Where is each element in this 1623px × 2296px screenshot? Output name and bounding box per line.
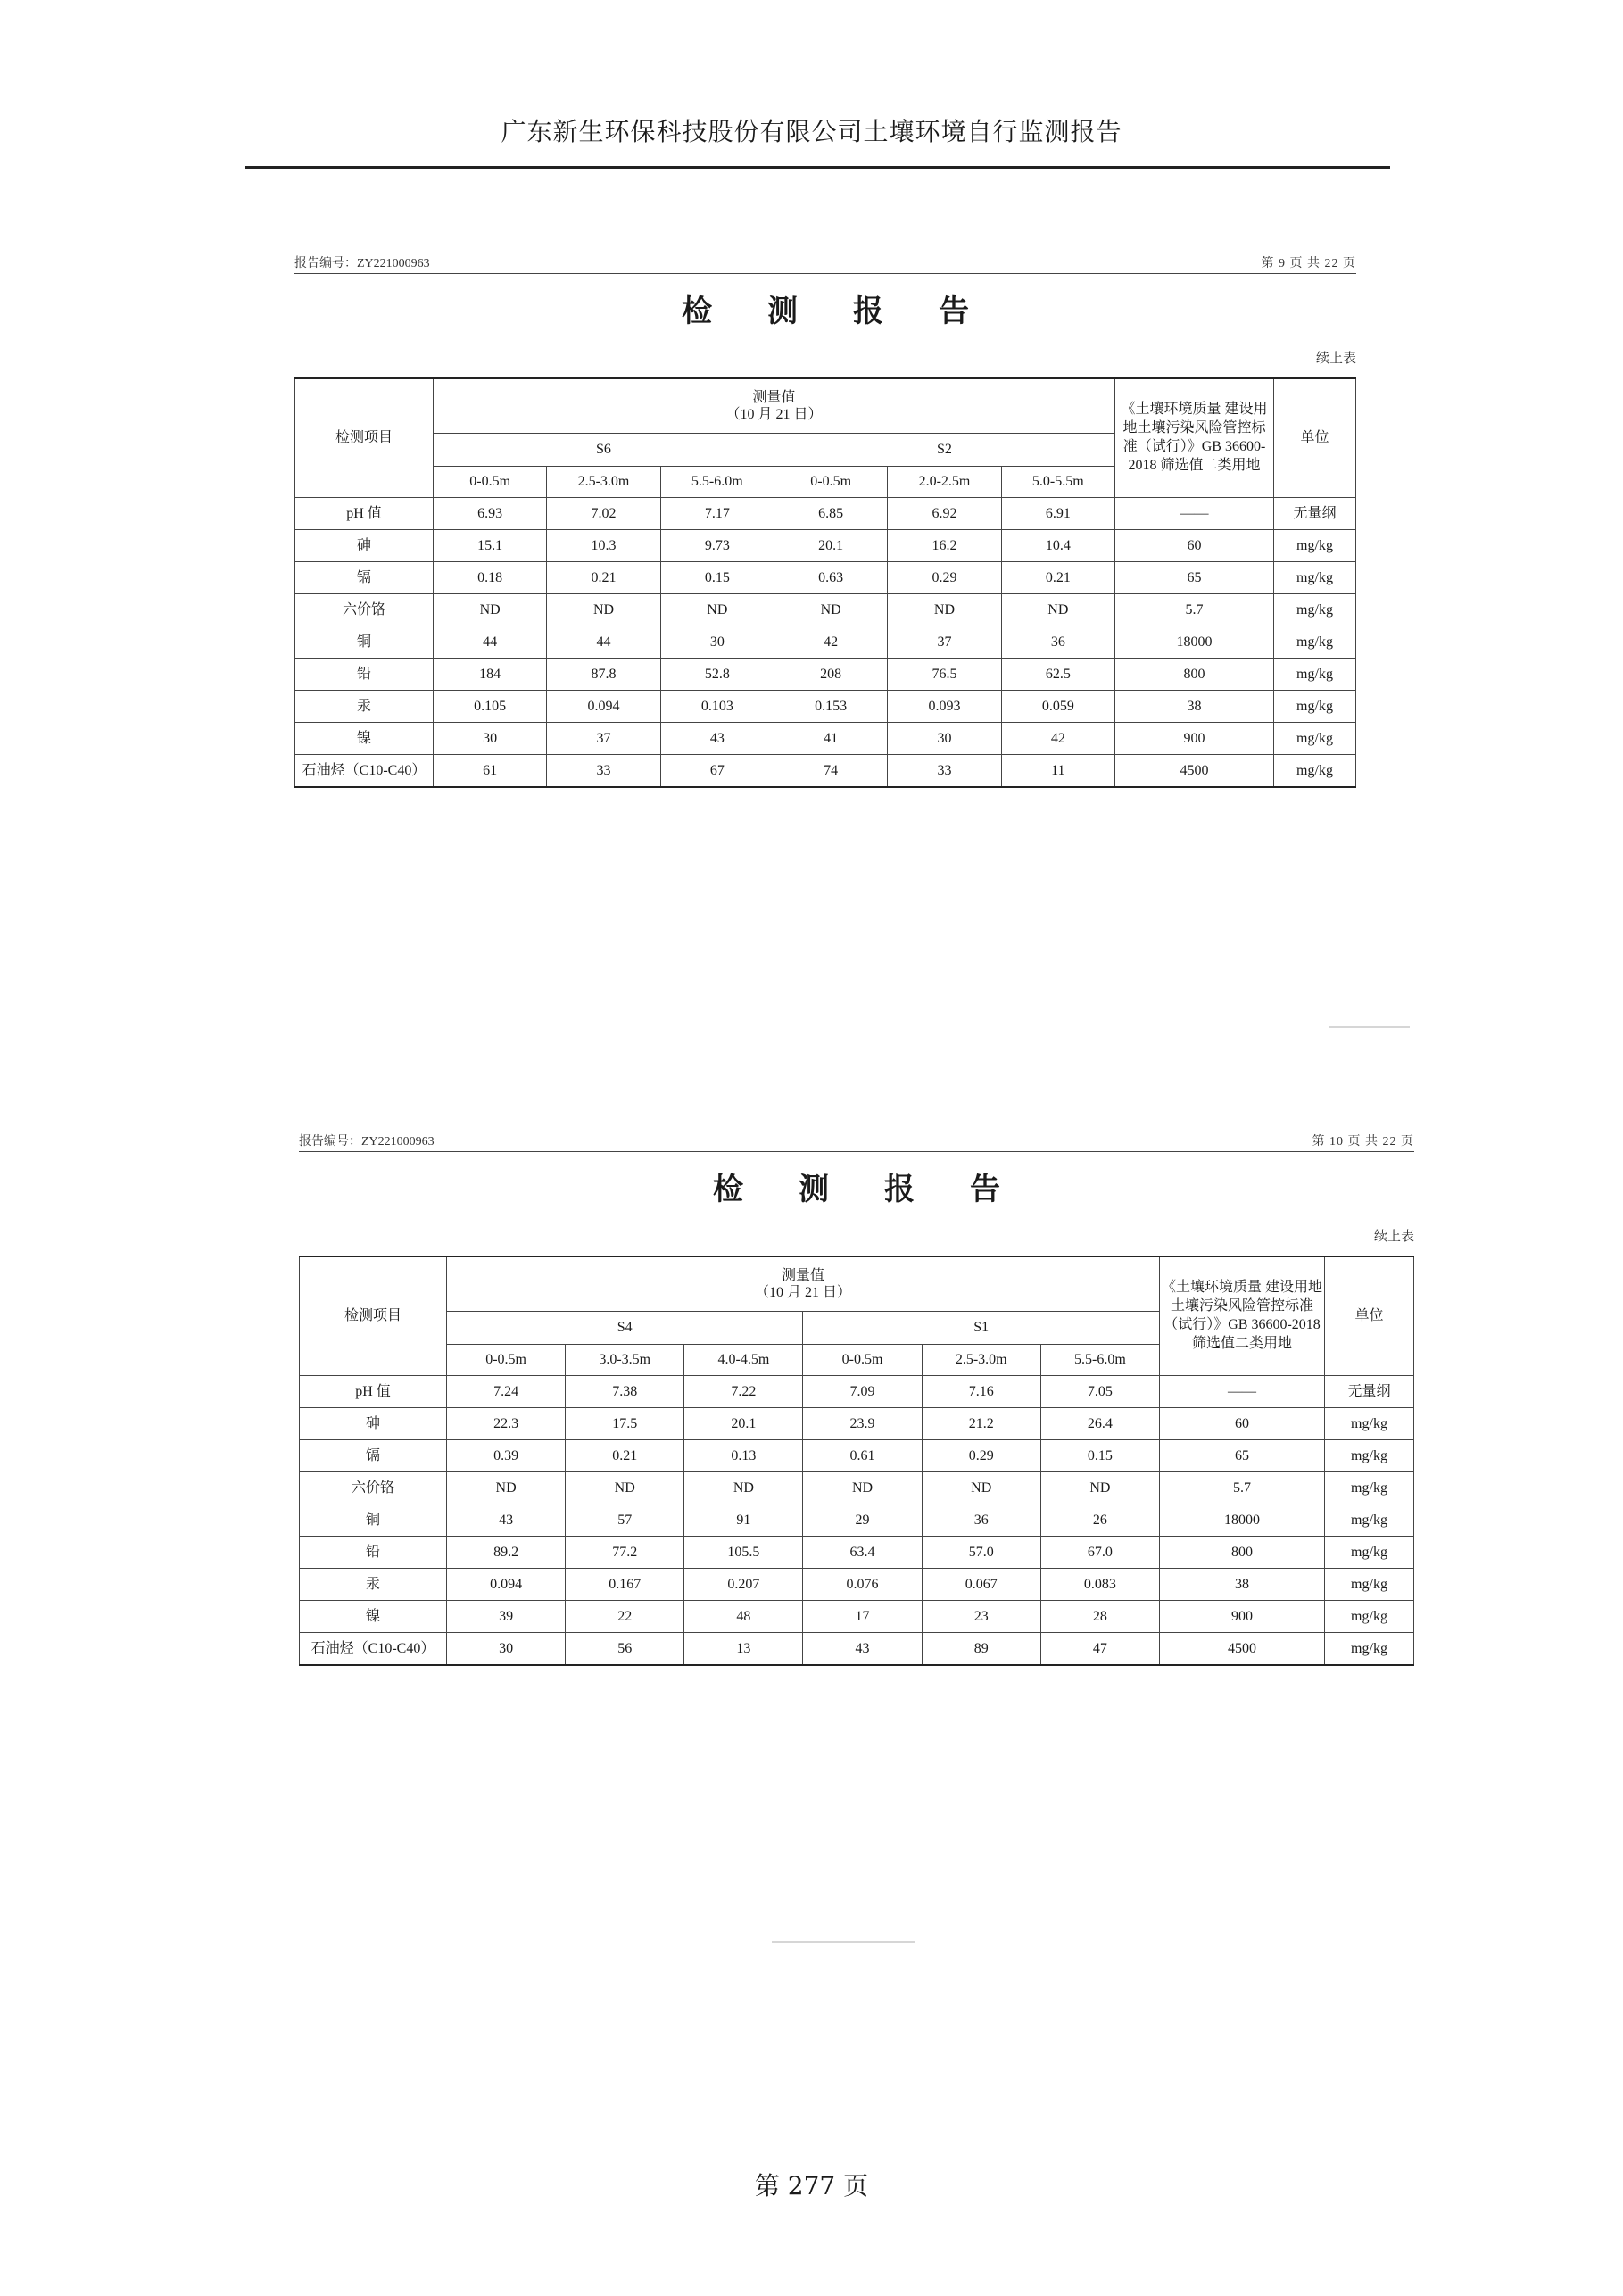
item-cell: 铜 xyxy=(295,626,434,659)
table-row xyxy=(300,1537,1414,1569)
measured-header xyxy=(434,378,1115,434)
value-cell: 10.3 xyxy=(547,530,660,562)
unit-cell: mg/kg xyxy=(1325,1633,1414,1666)
value-cell: 16.2 xyxy=(888,530,1001,562)
unit-cell: mg/kg xyxy=(1274,562,1356,594)
standard-cell: 900 xyxy=(1115,723,1274,755)
value-cell: ND xyxy=(434,594,547,626)
value-cell: 0.153 xyxy=(774,691,887,723)
value-cell: 43 xyxy=(803,1633,922,1666)
document-header: 广东新生环保科技股份有限公司土壤环境自行监测报告 xyxy=(501,117,1122,146)
unit-cell: mg/kg xyxy=(1274,723,1356,755)
depth-header: 2.5-3.0m xyxy=(922,1345,1040,1376)
value-cell: 30 xyxy=(660,626,774,659)
value-cell: 0.167 xyxy=(566,1569,684,1601)
table-row xyxy=(295,498,1356,530)
value-cell: ND xyxy=(922,1472,1040,1504)
item-cell: 汞 xyxy=(300,1569,447,1601)
value-cell: 20.1 xyxy=(774,530,887,562)
value-cell: 44 xyxy=(434,626,547,659)
header-rule xyxy=(245,166,1390,169)
continued-label: 续上表 xyxy=(1315,352,1356,366)
value-cell: 0.059 xyxy=(1001,691,1114,723)
value-cell: 33 xyxy=(888,755,1001,788)
value-cell: 0.076 xyxy=(803,1569,922,1601)
item-cell: 汞 xyxy=(295,691,434,723)
item-cell: 铜 xyxy=(300,1504,447,1537)
depth-header: 0-0.5m xyxy=(447,1345,566,1376)
value-cell: 17 xyxy=(803,1601,922,1633)
measured-label: 测量值 xyxy=(781,1267,824,1283)
standard-cell: —— xyxy=(1160,1376,1325,1408)
value-cell: 30 xyxy=(434,723,547,755)
standard-cell: 800 xyxy=(1160,1537,1325,1569)
value-cell: 41 xyxy=(774,723,887,755)
unit-cell: mg/kg xyxy=(1325,1601,1414,1633)
item-cell: 镍 xyxy=(295,723,434,755)
value-cell: 56 xyxy=(566,1633,684,1666)
standard-cell: 18000 xyxy=(1160,1504,1325,1537)
value-cell: ND xyxy=(1001,594,1114,626)
standard-cell: 38 xyxy=(1115,691,1274,723)
depth-header: 5.0-5.5m xyxy=(1001,467,1114,498)
table-row xyxy=(295,594,1356,626)
measured-date: （10 月 21 日） xyxy=(725,407,823,422)
value-cell: 0.15 xyxy=(660,562,774,594)
value-cell: 0.094 xyxy=(447,1569,566,1601)
table-row xyxy=(295,755,1356,788)
value-cell: 52.8 xyxy=(660,659,774,691)
item-cell: 石油烃（C10-C40） xyxy=(300,1633,447,1666)
value-cell: 67.0 xyxy=(1040,1537,1159,1569)
measured-header xyxy=(447,1256,1160,1312)
table-row xyxy=(300,1376,1414,1408)
value-cell: 208 xyxy=(774,659,887,691)
value-cell: 11 xyxy=(1001,755,1114,788)
standard-cell: 18000 xyxy=(1115,626,1274,659)
standard-cell: 65 xyxy=(1115,562,1274,594)
unit-cell: mg/kg xyxy=(1274,755,1356,788)
value-cell: 23.9 xyxy=(803,1408,922,1440)
value-cell: 0.207 xyxy=(684,1569,803,1601)
value-cell: 61 xyxy=(434,755,547,788)
value-cell: 0.61 xyxy=(803,1440,922,1472)
unit-cell: mg/kg xyxy=(1274,594,1356,626)
value-cell: 6.85 xyxy=(774,498,887,530)
value-cell: 47 xyxy=(1040,1633,1159,1666)
site-header: S6 xyxy=(434,434,774,467)
value-cell: 9.73 xyxy=(660,530,774,562)
report-topbar xyxy=(299,1131,1414,1152)
unit-cell: 无量纲 xyxy=(1274,498,1356,530)
value-cell: 39 xyxy=(447,1601,566,1633)
table-row xyxy=(300,1601,1414,1633)
measured-label: 测量值 xyxy=(752,389,796,405)
item-cell: 六价铬 xyxy=(300,1472,447,1504)
value-cell: 67 xyxy=(660,755,774,788)
item-column-header: 检测项目 xyxy=(300,1256,447,1376)
value-cell: 22.3 xyxy=(447,1408,566,1440)
value-cell: ND xyxy=(1040,1472,1159,1504)
unit-cell: mg/kg xyxy=(1325,1472,1414,1504)
value-cell: 74 xyxy=(774,755,887,788)
value-cell: 26.4 xyxy=(1040,1408,1159,1440)
item-cell: 砷 xyxy=(300,1408,447,1440)
site-header: S4 xyxy=(447,1312,803,1345)
value-cell: 0.21 xyxy=(1001,562,1114,594)
value-cell: ND xyxy=(566,1472,684,1504)
value-cell: 36 xyxy=(1001,626,1114,659)
unit-cell: mg/kg xyxy=(1274,659,1356,691)
value-cell: 0.083 xyxy=(1040,1569,1159,1601)
value-cell: 7.22 xyxy=(684,1376,803,1408)
value-cell: 37 xyxy=(547,723,660,755)
value-cell: 63.4 xyxy=(803,1537,922,1569)
standard-cell: 60 xyxy=(1115,530,1274,562)
value-cell: 43 xyxy=(660,723,774,755)
value-cell: 7.24 xyxy=(447,1376,566,1408)
measurement-table xyxy=(299,1256,1414,1666)
table-row xyxy=(300,1569,1414,1601)
report-topbar xyxy=(294,253,1356,274)
value-cell: 21.2 xyxy=(922,1408,1040,1440)
page-number: 第 10 页 共 22 页 xyxy=(1312,1135,1414,1148)
value-cell: 184 xyxy=(434,659,547,691)
value-cell: 13 xyxy=(684,1633,803,1666)
value-cell: 43 xyxy=(447,1504,566,1537)
value-cell: 89 xyxy=(922,1633,1040,1666)
unit-cell: mg/kg xyxy=(1274,626,1356,659)
table-row xyxy=(295,562,1356,594)
value-cell: 57.0 xyxy=(922,1537,1040,1569)
value-cell: 7.38 xyxy=(566,1376,684,1408)
table-row xyxy=(295,626,1356,659)
value-cell: 7.05 xyxy=(1040,1376,1159,1408)
depth-header: 0-0.5m xyxy=(774,467,887,498)
table-row xyxy=(295,530,1356,562)
value-cell: 20.1 xyxy=(684,1408,803,1440)
depth-header: 5.5-6.0m xyxy=(660,467,774,498)
unit-header: 单位 xyxy=(1325,1256,1414,1376)
standard-cell: 5.7 xyxy=(1160,1472,1325,1504)
value-cell: 0.105 xyxy=(434,691,547,723)
value-cell: 0.29 xyxy=(888,562,1001,594)
standard-cell: 800 xyxy=(1115,659,1274,691)
value-cell: 0.067 xyxy=(922,1569,1040,1601)
footer-page-number: 第 277 页 xyxy=(754,2171,869,2201)
item-cell: 镍 xyxy=(300,1601,447,1633)
value-cell: 42 xyxy=(774,626,887,659)
depth-header: 5.5-6.0m xyxy=(1040,1345,1159,1376)
value-cell: 0.103 xyxy=(660,691,774,723)
value-cell: 33 xyxy=(547,755,660,788)
value-cell: 29 xyxy=(803,1504,922,1537)
report-section-2 xyxy=(299,1131,1414,1666)
value-cell: 62.5 xyxy=(1001,659,1114,691)
value-cell: 7.09 xyxy=(803,1376,922,1408)
standard-header: 《土壤环境质量 建设用地土壤污染风险管控标准（试行）》GB 36600-2018 筛选值二类用地 xyxy=(1115,378,1274,498)
table-row xyxy=(300,1440,1414,1472)
item-cell: 镉 xyxy=(300,1440,447,1472)
value-cell: 7.16 xyxy=(922,1376,1040,1408)
standard-header: 《土壤环境质量 建设用地土壤污染风险管控标准（试行）》GB 36600-2018 筛选值二类用地 xyxy=(1160,1256,1325,1376)
value-cell: 0.13 xyxy=(684,1440,803,1472)
standard-cell: —— xyxy=(1115,498,1274,530)
value-cell: 10.4 xyxy=(1001,530,1114,562)
value-cell: 91 xyxy=(684,1504,803,1537)
table-row xyxy=(295,691,1356,723)
page-number: 第 9 页 共 22 页 xyxy=(1261,257,1356,270)
site-header: S2 xyxy=(774,434,1114,467)
continued-label: 续上表 xyxy=(1373,1230,1414,1244)
table-row xyxy=(295,723,1356,755)
value-cell: 6.91 xyxy=(1001,498,1114,530)
depth-header: 2.0-2.5m xyxy=(888,467,1001,498)
value-cell: ND xyxy=(547,594,660,626)
standard-cell: 5.7 xyxy=(1115,594,1274,626)
table-row xyxy=(300,1504,1414,1537)
scan-artifact xyxy=(1329,1026,1410,1028)
value-cell: 37 xyxy=(888,626,1001,659)
item-cell: 六价铬 xyxy=(295,594,434,626)
item-cell: 镉 xyxy=(295,562,434,594)
value-cell: 0.093 xyxy=(888,691,1001,723)
unit-cell: mg/kg xyxy=(1325,1569,1414,1601)
standard-cell: 4500 xyxy=(1115,755,1274,788)
value-cell: 6.92 xyxy=(888,498,1001,530)
value-cell: 23 xyxy=(922,1601,1040,1633)
value-cell: 105.5 xyxy=(684,1537,803,1569)
value-cell: 77.2 xyxy=(566,1537,684,1569)
unit-cell: mg/kg xyxy=(1325,1504,1414,1537)
value-cell: ND xyxy=(803,1472,922,1504)
value-cell: ND xyxy=(774,594,887,626)
depth-header: 2.5-3.0m xyxy=(547,467,660,498)
value-cell: 42 xyxy=(1001,723,1114,755)
value-cell: 0.094 xyxy=(547,691,660,723)
value-cell: 89.2 xyxy=(447,1537,566,1569)
measured-date: （10 月 21 日） xyxy=(754,1285,851,1300)
value-cell: 48 xyxy=(684,1601,803,1633)
report-number: 报告编号：ZY221000963 xyxy=(299,1135,435,1148)
report-title: 检测报告 xyxy=(713,1172,1056,1207)
depth-header: 3.0-3.5m xyxy=(566,1345,684,1376)
table-row xyxy=(300,1633,1414,1666)
unit-header: 单位 xyxy=(1274,378,1356,498)
measurement-table xyxy=(294,377,1356,788)
value-cell: 87.8 xyxy=(547,659,660,691)
standard-cell: 900 xyxy=(1160,1601,1325,1633)
report-number: 报告编号：ZY221000963 xyxy=(294,257,430,270)
unit-cell: mg/kg xyxy=(1325,1408,1414,1440)
value-cell: 26 xyxy=(1040,1504,1159,1537)
item-cell: 铅 xyxy=(300,1537,447,1569)
item-cell: 铅 xyxy=(295,659,434,691)
report-section-1 xyxy=(294,253,1356,788)
value-cell: 0.15 xyxy=(1040,1440,1159,1472)
unit-cell: mg/kg xyxy=(1325,1440,1414,1472)
value-cell: 0.18 xyxy=(434,562,547,594)
scan-artifact xyxy=(772,1941,915,1943)
item-cell: 石油烃（C10-C40） xyxy=(295,755,434,788)
value-cell: 0.63 xyxy=(774,562,887,594)
item-column-header: 检测项目 xyxy=(295,378,434,498)
standard-cell: 65 xyxy=(1160,1440,1325,1472)
table-row xyxy=(295,659,1356,691)
item-cell: pH 值 xyxy=(295,498,434,530)
value-cell: 30 xyxy=(447,1633,566,1666)
value-cell: ND xyxy=(447,1472,566,1504)
item-cell: 砷 xyxy=(295,530,434,562)
depth-header: 0-0.5m xyxy=(803,1345,922,1376)
value-cell: 7.02 xyxy=(547,498,660,530)
value-cell: 17.5 xyxy=(566,1408,684,1440)
item-cell: pH 值 xyxy=(300,1376,447,1408)
value-cell: ND xyxy=(888,594,1001,626)
report-title: 检测报告 xyxy=(682,294,1024,329)
site-header: S1 xyxy=(803,1312,1160,1345)
depth-header: 4.0-4.5m xyxy=(684,1345,803,1376)
unit-cell: 无量纲 xyxy=(1325,1376,1414,1408)
value-cell: 6.93 xyxy=(434,498,547,530)
value-cell: 7.17 xyxy=(660,498,774,530)
value-cell: 57 xyxy=(566,1504,684,1537)
table-row xyxy=(300,1408,1414,1440)
standard-cell: 4500 xyxy=(1160,1633,1325,1666)
value-cell: 28 xyxy=(1040,1601,1159,1633)
value-cell: ND xyxy=(660,594,774,626)
value-cell: 22 xyxy=(566,1601,684,1633)
value-cell: 0.39 xyxy=(447,1440,566,1472)
table-body xyxy=(300,1376,1414,1666)
value-cell: 0.21 xyxy=(566,1440,684,1472)
depth-header: 0-0.5m xyxy=(434,467,547,498)
value-cell: 30 xyxy=(888,723,1001,755)
unit-cell: mg/kg xyxy=(1274,691,1356,723)
value-cell: 0.29 xyxy=(922,1440,1040,1472)
value-cell: 36 xyxy=(922,1504,1040,1537)
unit-cell: mg/kg xyxy=(1325,1537,1414,1569)
table-body xyxy=(295,498,1356,788)
value-cell: 0.21 xyxy=(547,562,660,594)
value-cell: ND xyxy=(684,1472,803,1504)
value-cell: 76.5 xyxy=(888,659,1001,691)
table-row xyxy=(300,1472,1414,1504)
standard-cell: 38 xyxy=(1160,1569,1325,1601)
value-cell: 44 xyxy=(547,626,660,659)
value-cell: 15.1 xyxy=(434,530,547,562)
unit-cell: mg/kg xyxy=(1274,530,1356,562)
standard-cell: 60 xyxy=(1160,1408,1325,1440)
